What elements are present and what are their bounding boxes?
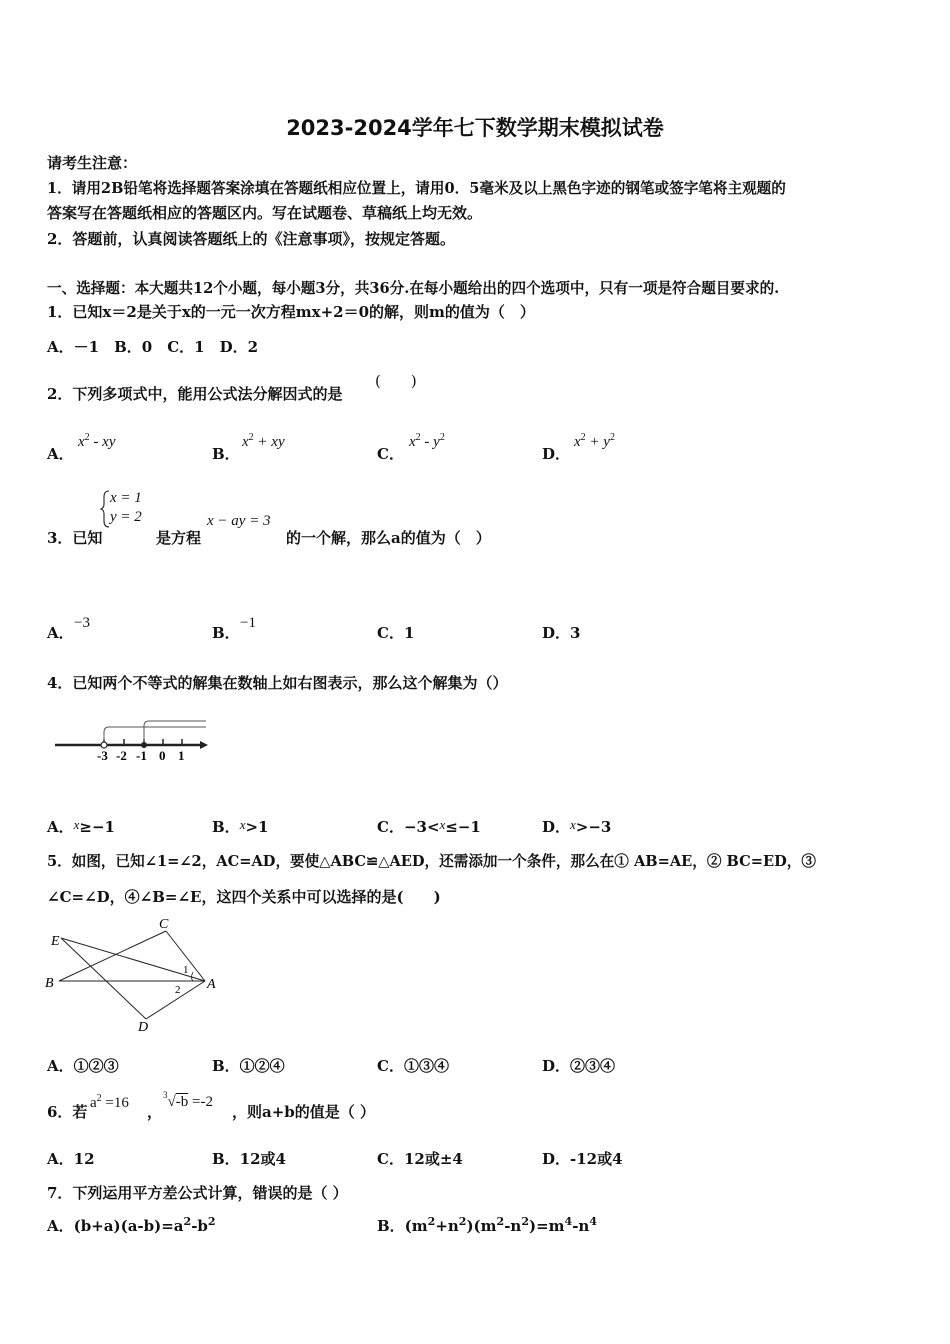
- notice-line-1a: 1．请用2B铅笔将选择题答案涂填在答题纸相应位置上，请用0．5毫米及以上黑色字迹的钢笔或签字笔将主观题的: [47, 180, 786, 197]
- q2-option-b-label: B．: [212, 445, 240, 463]
- section-heading: 一、选择题：本大题共12个小题，每小题3分，共36分.在每小题给出的四个选项中，只有一项是符合题目要求的.: [47, 280, 780, 297]
- q5-option-b[interactable]: B．①②④: [212, 1057, 285, 1075]
- q3-option-a-label: A．: [47, 624, 74, 642]
- q7-stem: 7．下列运用平方差公式计算，错误的是（ ）: [47, 1184, 348, 1202]
- q4-option-b[interactable]: B．x>1: [212, 817, 269, 836]
- q2-option-c-expr[interactable]: $x^2 - y^2$: [409, 432, 445, 450]
- q2-paren: ( ): [375, 372, 417, 390]
- q1-options: A．－1 B．0 C．1 D．2: [47, 338, 259, 356]
- q3-system-eq1: x = 1: [110, 490, 142, 506]
- q6-option-c[interactable]: C．12或±4: [377, 1150, 463, 1168]
- q6-suffix: ，则a+b的值是（ ）: [232, 1103, 375, 1121]
- q6-option-b[interactable]: B．12或4: [212, 1150, 286, 1168]
- q6-prefix: 6．若: [47, 1103, 88, 1121]
- tick-label-0: 0: [159, 748, 166, 763]
- q6-option-a[interactable]: A．12: [47, 1150, 95, 1168]
- q2-option-a-label: A．: [47, 445, 74, 463]
- tick-label-neg2: -2: [116, 748, 127, 763]
- q3-option-c[interactable]: C．1: [377, 624, 415, 642]
- q1-stem: 1．已知x＝2是关于x的一元一次方程mx+2＝0的解，则m的值为（ ）: [47, 303, 535, 321]
- notice-heading: 请考生注意：: [47, 154, 138, 172]
- q2-option-d-label: D．: [542, 445, 571, 463]
- q3-system-eq2: y = 2: [110, 509, 142, 525]
- label-angle-1: 1: [183, 964, 189, 976]
- q2-option-c-label: C．: [377, 445, 404, 463]
- q3-prefix: 3．已知: [47, 529, 103, 547]
- page-title: 2023-2024学年七下数学期末模拟试卷: [286, 116, 664, 140]
- q4-option-c[interactable]: C．−3<x≤−1: [377, 817, 481, 836]
- q4-number-line: [50, 712, 215, 767]
- label-B: B: [45, 976, 54, 991]
- tick-label-neg1: -1: [136, 748, 147, 763]
- label-C: C: [159, 917, 169, 932]
- tick-label-neg3: -3: [97, 748, 108, 763]
- q3-option-b-label: B．: [212, 624, 240, 642]
- q2-stem: 2．下列多项式中，能用公式法分解因式的是: [47, 385, 343, 403]
- q2-option-d-expr[interactable]: $x^2 + y^2$: [574, 432, 615, 450]
- q3-option-a-value[interactable]: −3: [74, 615, 90, 631]
- q6-option-d[interactable]: D．-12或4: [542, 1150, 623, 1168]
- q4-stem: 4．已知两个不等式的解集在数轴上如右图表示，那么这个解集为（）: [47, 674, 508, 692]
- q5-stem-line-1: 5．如图，已知∠1=∠2，AC=AD，要使△ABC≌△AED，还需添加一个条件，那么在① AB=AE，② BC=ED，③: [47, 853, 816, 870]
- q6-expr-2: $^3$√-b =-2: [163, 1090, 213, 1110]
- q3-option-b-value[interactable]: −1: [240, 615, 256, 631]
- label-A: A: [207, 977, 216, 992]
- q3-mid: 是方程: [156, 529, 202, 547]
- notice-line-1b: 答案写在答题纸相应的答题区内。写在试题卷、草稿纸上均无效。: [47, 204, 483, 222]
- q5-option-d[interactable]: D．②③④: [542, 1057, 616, 1075]
- q5-option-c[interactable]: C．①③④: [377, 1057, 449, 1075]
- q2-option-b-expr[interactable]: $x^2$ + xy: [242, 432, 285, 450]
- q3-suffix: 的一个解，那么a的值为（ ）: [286, 529, 491, 547]
- q5-stem-line-2: ∠C=∠D，④∠B=∠E，这四个关系中可以选择的是( ): [47, 888, 441, 906]
- q4-option-d[interactable]: D．x>−3: [542, 817, 612, 836]
- q6-expr-1: $a^2 =16$: [90, 1093, 129, 1111]
- q7-option-b[interactable]: B．$(m^2+n^2)(m^2-n^2)=m^4-n^4$: [377, 1215, 597, 1235]
- q4-option-a[interactable]: A．x≥−1: [47, 817, 115, 836]
- q5-option-a[interactable]: A．①②③: [47, 1057, 119, 1075]
- notice-line-2: 2．答题前，认真阅读答题纸上的《注意事项》，按规定答题。: [47, 230, 455, 248]
- q2-option-a-expr[interactable]: $x^2$ - xy: [78, 432, 116, 450]
- label-E: E: [51, 934, 60, 949]
- q3-option-d[interactable]: D．3: [542, 624, 581, 642]
- q7-option-a[interactable]: A．$(b+a)(a-b)=a^2-b^2$: [47, 1215, 216, 1235]
- tick-label-1: 1: [178, 748, 185, 763]
- q5-triangle-figure: [40, 912, 230, 1037]
- q3-equation: x − ay = 3: [207, 513, 271, 529]
- label-D: D: [138, 1020, 149, 1035]
- label-angle-2: 2: [175, 984, 181, 996]
